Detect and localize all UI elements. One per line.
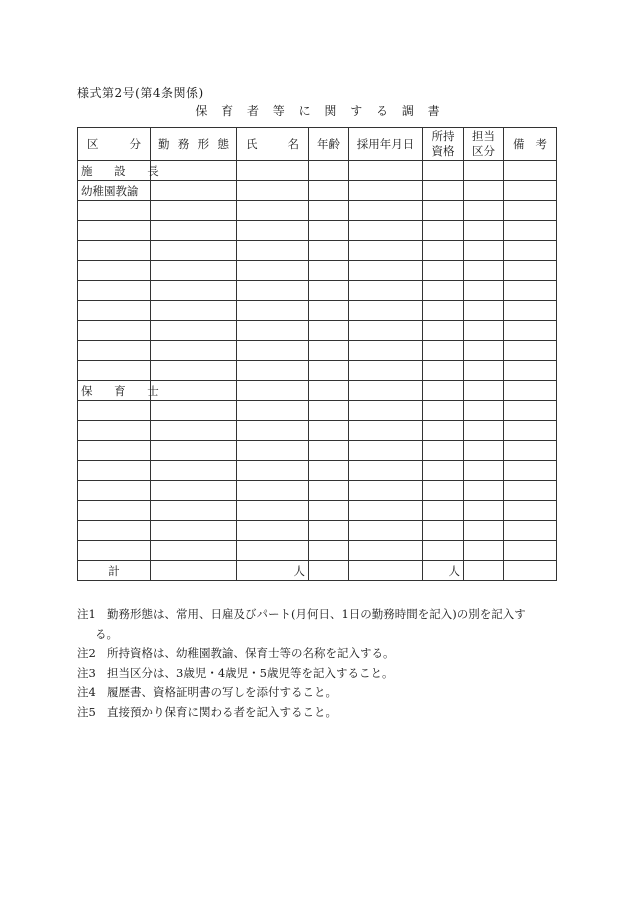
name-cell[interactable]	[237, 281, 309, 301]
hire-date-cell[interactable]	[349, 181, 423, 201]
work-type-cell[interactable]	[151, 321, 237, 341]
table-row	[78, 361, 557, 381]
table-row	[78, 321, 557, 341]
category-cell[interactable]	[78, 401, 151, 421]
remarks-cell[interactable]	[504, 381, 557, 401]
header-name-char-2: 名	[287, 137, 299, 151]
table-body	[78, 161, 557, 581]
work-type-cell[interactable]	[151, 521, 237, 541]
staff-survey-table	[77, 127, 557, 581]
qualification-cell[interactable]	[423, 181, 464, 201]
qualification-cell[interactable]	[423, 301, 464, 321]
name-cell[interactable]	[237, 221, 309, 241]
table-row	[78, 441, 557, 461]
header-qualification-line-1: 所持	[431, 129, 455, 143]
category-cell[interactable]	[78, 221, 151, 241]
remarks-cell[interactable]	[504, 281, 557, 301]
hire-date-cell[interactable]	[349, 221, 423, 241]
assigned-class-cell[interactable]	[464, 421, 504, 441]
hire-date-cell[interactable]	[349, 421, 423, 441]
name-cell[interactable]	[237, 501, 309, 521]
category-cell[interactable]	[78, 421, 151, 441]
remarks-cell[interactable]	[504, 401, 557, 421]
qualification-cell[interactable]	[423, 221, 464, 241]
age-cell[interactable]	[309, 241, 349, 261]
hire-date-cell[interactable]	[349, 281, 423, 301]
note-text: 担当区分は、3歳児・4歳児・5歳児等を記入すること。	[107, 665, 394, 680]
header-name	[237, 128, 309, 161]
name-cell[interactable]	[237, 341, 309, 361]
work-type-cell[interactable]	[151, 301, 237, 321]
header-work-type-char-2: 務	[177, 137, 190, 151]
assigned-class-cell[interactable]	[464, 281, 504, 301]
assigned-class-cell[interactable]	[464, 161, 504, 181]
header-hire-date: 採用年月日	[349, 128, 423, 161]
hire-date-cell[interactable]	[349, 301, 423, 321]
remarks-cell[interactable]	[504, 521, 557, 541]
note-text: 履歴書、資格証明書の写しを添付すること。	[107, 685, 337, 699]
header-category	[78, 128, 151, 161]
remarks-cell[interactable]	[504, 181, 557, 201]
remarks-cell[interactable]	[504, 541, 557, 561]
hire-date-cell[interactable]	[349, 441, 423, 461]
table-row	[78, 221, 557, 241]
note-text: 所持資格は、幼稚園教諭、保育士等の名称を記入する。	[107, 646, 395, 660]
assigned-class-cell[interactable]	[464, 501, 504, 521]
table-row	[78, 241, 557, 261]
note-2	[77, 644, 557, 664]
total-hire-date-cell[interactable]	[349, 561, 423, 581]
category-cell[interactable]	[78, 501, 151, 521]
hire-date-cell[interactable]	[349, 161, 423, 181]
assigned-class-cell[interactable]	[464, 261, 504, 281]
remarks-cell[interactable]	[504, 261, 557, 281]
header-work-type-char-4: 態	[217, 137, 229, 151]
header-assigned-line-2: 区分	[472, 144, 495, 158]
qualification-cell[interactable]	[423, 541, 464, 561]
age-cell[interactable]	[309, 161, 349, 181]
name-cell[interactable]	[237, 321, 309, 341]
hire-date-cell[interactable]	[349, 261, 423, 281]
name-cell[interactable]	[237, 301, 309, 321]
work-type-cell[interactable]	[151, 501, 237, 521]
qualification-cell[interactable]	[423, 381, 464, 401]
category-cell[interactable]	[78, 361, 151, 381]
assigned-class-cell[interactable]	[464, 181, 504, 201]
note-1-continuation: る。	[95, 626, 118, 641]
remarks-cell[interactable]	[504, 201, 557, 221]
age-cell[interactable]	[309, 281, 349, 301]
qualification-cell[interactable]	[423, 281, 464, 301]
category-cell[interactable]	[78, 201, 151, 221]
header-remarks-char-2: 考	[535, 137, 547, 151]
hire-date-cell[interactable]	[349, 401, 423, 421]
category-cell[interactable]	[78, 541, 151, 561]
table-row	[78, 401, 557, 421]
name-cell[interactable]	[237, 361, 309, 381]
total-age-cell[interactable]	[309, 561, 349, 581]
header-work-type-char-1: 勤	[158, 137, 170, 151]
hire-date-cell[interactable]	[349, 201, 423, 221]
row-label-director: 施 設 長	[78, 161, 151, 181]
remarks-cell[interactable]	[504, 421, 557, 441]
qualification-cell[interactable]	[423, 441, 464, 461]
work-type-cell[interactable]	[151, 281, 237, 301]
assigned-class-cell[interactable]	[464, 401, 504, 421]
hire-date-cell[interactable]	[349, 521, 423, 541]
note-3	[77, 664, 557, 684]
remarks-cell[interactable]	[504, 221, 557, 241]
assigned-class-cell[interactable]	[464, 321, 504, 341]
age-cell[interactable]	[309, 481, 349, 501]
qualification-cell[interactable]	[423, 241, 464, 261]
qualification-cell[interactable]	[423, 341, 464, 361]
name-cell[interactable]	[237, 381, 309, 401]
hire-date-cell[interactable]	[349, 481, 423, 501]
category-cell[interactable]	[78, 481, 151, 501]
remarks-cell[interactable]	[504, 321, 557, 341]
table-row	[78, 261, 557, 281]
table-row	[78, 521, 557, 541]
header-work-type	[151, 128, 237, 161]
qualification-cell[interactable]	[423, 201, 464, 221]
remarks-cell[interactable]	[504, 341, 557, 361]
remarks-cell[interactable]	[504, 441, 557, 461]
assigned-class-cell[interactable]	[464, 381, 504, 401]
name-cell[interactable]	[237, 201, 309, 221]
table-row	[78, 301, 557, 321]
age-cell[interactable]	[309, 261, 349, 281]
remarks-cell[interactable]	[504, 301, 557, 321]
header-remarks-char-1: 備	[513, 137, 525, 151]
note-number: 注3	[77, 665, 96, 680]
assigned-class-cell[interactable]	[464, 221, 504, 241]
table-row	[78, 281, 557, 301]
name-cell[interactable]	[237, 541, 309, 561]
qualification-cell[interactable]	[423, 521, 464, 541]
work-type-cell[interactable]	[151, 241, 237, 261]
note-5	[77, 703, 557, 723]
header-qualification-line-2: 資格	[431, 144, 455, 158]
work-type-cell[interactable]	[151, 541, 237, 561]
total-remarks-cell[interactable]	[504, 561, 557, 581]
header-name-char-1: 氏	[246, 137, 258, 151]
category-cell[interactable]	[78, 281, 151, 301]
work-type-cell[interactable]	[151, 401, 237, 421]
category-cell[interactable]	[78, 261, 151, 281]
age-cell[interactable]	[309, 501, 349, 521]
note-4	[77, 683, 557, 703]
work-type-cell[interactable]	[151, 461, 237, 481]
note-text: 直接預かり保育に関わる者を記入すること。	[107, 704, 337, 719]
name-cell[interactable]	[237, 481, 309, 501]
remarks-cell[interactable]	[504, 361, 557, 381]
qualification-cell[interactable]	[423, 461, 464, 481]
header-category-char-2: 分	[129, 137, 141, 151]
remarks-cell[interactable]	[504, 461, 557, 481]
total-people-unit: 人	[237, 561, 309, 581]
qualification-cell[interactable]	[423, 321, 464, 341]
age-cell[interactable]	[309, 381, 349, 401]
name-cell[interactable]	[237, 461, 309, 481]
category-cell[interactable]	[78, 321, 151, 341]
qualification-cell[interactable]	[423, 481, 464, 501]
qualification-cell[interactable]	[423, 261, 464, 281]
name-cell[interactable]	[237, 241, 309, 261]
note-1	[77, 605, 557, 625]
work-type-cell[interactable]	[151, 181, 237, 201]
work-type-cell[interactable]	[151, 261, 237, 281]
remarks-cell[interactable]	[504, 481, 557, 501]
name-cell[interactable]	[237, 401, 309, 421]
name-cell[interactable]	[237, 521, 309, 541]
header-assigned-class	[464, 128, 504, 161]
age-cell[interactable]	[309, 541, 349, 561]
row-label-nursery-teacher: 保 育 士	[78, 381, 151, 401]
hire-date-cell[interactable]	[349, 461, 423, 481]
work-type-cell[interactable]	[151, 341, 237, 361]
work-type-cell[interactable]	[151, 361, 237, 381]
assigned-class-cell[interactable]	[464, 361, 504, 381]
age-cell[interactable]	[309, 521, 349, 541]
work-type-cell[interactable]	[151, 441, 237, 461]
qualification-cell[interactable]	[423, 361, 464, 381]
category-cell[interactable]	[78, 241, 151, 261]
name-cell[interactable]	[237, 181, 309, 201]
age-cell[interactable]	[309, 301, 349, 321]
hire-date-cell[interactable]	[349, 241, 423, 261]
work-type-cell[interactable]	[151, 421, 237, 441]
total-label: 計	[78, 561, 151, 581]
hire-date-cell[interactable]	[349, 501, 423, 521]
document-title: 保 育 者 等 に 関 す る 調 書	[195, 104, 445, 118]
header-qualification	[423, 128, 464, 161]
table-row-director	[78, 161, 557, 181]
header-age: 年齢	[309, 128, 349, 161]
table-row-nursery-teacher	[78, 381, 557, 401]
table-row-total	[78, 561, 557, 581]
category-cell[interactable]	[78, 301, 151, 321]
age-cell[interactable]	[309, 221, 349, 241]
table-row	[78, 501, 557, 521]
hire-date-cell[interactable]	[349, 361, 423, 381]
assigned-class-cell[interactable]	[464, 481, 504, 501]
table-row	[78, 341, 557, 361]
qualification-cell[interactable]	[423, 501, 464, 521]
header-work-type-char-3: 形	[197, 137, 210, 151]
total-assigned-class-cell[interactable]	[464, 561, 504, 581]
name-cell[interactable]	[237, 441, 309, 461]
age-cell[interactable]	[309, 441, 349, 461]
work-type-cell[interactable]	[151, 481, 237, 501]
category-cell[interactable]	[78, 521, 151, 541]
note-text: 勤務形態は、常用、日雇及びパート(月何日、1日の勤務時間を記入)の別を記入す	[107, 607, 526, 621]
remarks-cell[interactable]	[504, 161, 557, 181]
assigned-class-cell[interactable]	[464, 461, 504, 481]
header-category-char-1: 区	[87, 137, 99, 151]
remarks-cell[interactable]	[504, 241, 557, 261]
note-number: 注4	[77, 685, 96, 699]
total-qualified-unit: 人	[423, 561, 464, 581]
age-cell[interactable]	[309, 201, 349, 221]
work-type-cell[interactable]	[151, 201, 237, 221]
age-cell[interactable]	[309, 181, 349, 201]
row-label-kindergarten-teacher: 幼稚園教諭	[78, 181, 151, 201]
total-work-type-cell[interactable]	[151, 561, 237, 581]
note-number: 注2	[77, 646, 96, 660]
assigned-class-cell[interactable]	[464, 241, 504, 261]
age-cell[interactable]	[309, 361, 349, 381]
category-cell[interactable]	[78, 441, 151, 461]
category-cell[interactable]	[78, 461, 151, 481]
qualification-cell[interactable]	[423, 421, 464, 441]
note-number: 注1	[77, 607, 96, 621]
table-row	[78, 481, 557, 501]
age-cell[interactable]	[309, 461, 349, 481]
table-row-kindergarten-teacher	[78, 181, 557, 201]
assigned-class-cell[interactable]	[464, 301, 504, 321]
name-cell[interactable]	[237, 261, 309, 281]
assigned-class-cell[interactable]	[464, 201, 504, 221]
table-header-row	[78, 128, 557, 161]
table-row	[78, 541, 557, 561]
assigned-class-cell[interactable]	[464, 341, 504, 361]
age-cell[interactable]	[309, 421, 349, 441]
age-cell[interactable]	[309, 341, 349, 361]
table-row	[78, 421, 557, 441]
age-cell[interactable]	[309, 401, 349, 421]
hire-date-cell[interactable]	[349, 381, 423, 401]
assigned-class-cell[interactable]	[464, 441, 504, 461]
assigned-class-cell[interactable]	[464, 541, 504, 561]
header-assigned-line-1: 担当	[472, 129, 495, 143]
hire-date-cell[interactable]	[349, 541, 423, 561]
assigned-class-cell[interactable]	[464, 521, 504, 541]
hire-date-cell[interactable]	[349, 341, 423, 361]
note-number: 注5	[77, 704, 96, 719]
header-remarks	[504, 128, 557, 161]
name-cell[interactable]	[237, 421, 309, 441]
qualification-cell[interactable]	[423, 161, 464, 181]
remarks-cell[interactable]	[504, 501, 557, 521]
category-cell[interactable]	[78, 341, 151, 361]
name-cell[interactable]	[237, 161, 309, 181]
qualification-cell[interactable]	[423, 401, 464, 421]
hire-date-cell[interactable]	[349, 321, 423, 341]
table-row	[78, 461, 557, 481]
work-type-cell[interactable]	[151, 221, 237, 241]
notes-section	[77, 605, 557, 722]
form-number-label: 様式第2号(第4条関係)	[77, 86, 204, 100]
age-cell[interactable]	[309, 321, 349, 341]
table-row	[78, 201, 557, 221]
